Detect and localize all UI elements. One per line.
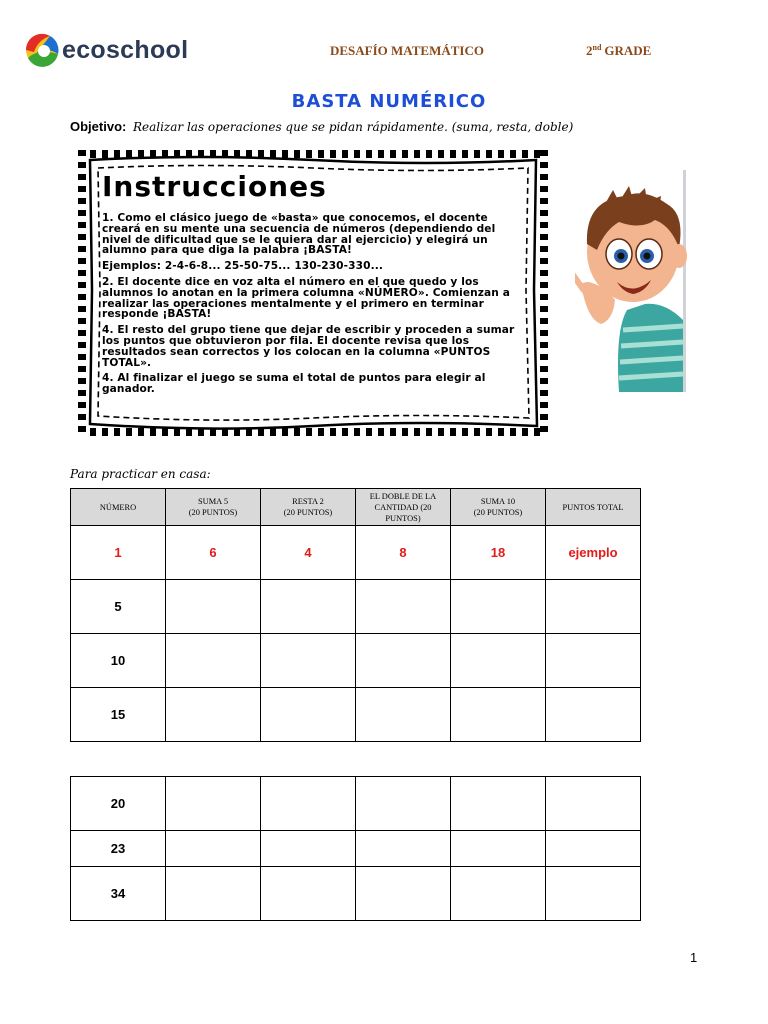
- header-suma-5-text: SUMA 5 (20 PUNTOS): [188, 497, 238, 517]
- answer-cell[interactable]: [451, 777, 546, 831]
- table-row: [71, 831, 641, 867]
- page-title: BASTA NUMÉRICO: [291, 91, 487, 112]
- answer-cell[interactable]: [261, 580, 356, 634]
- answer-cell[interactable]: [261, 688, 356, 742]
- answer-cell[interactable]: [451, 831, 546, 867]
- basta-table: [70, 488, 641, 742]
- row-number-cell: 23: [71, 831, 166, 867]
- row-number-cell: 20: [71, 777, 166, 831]
- basta-table-continued: [70, 776, 641, 921]
- row-number-cell: 15: [71, 688, 166, 742]
- answer-cell[interactable]: [166, 634, 261, 688]
- row-number-cell: 10: [71, 634, 166, 688]
- header-suma-5: [166, 489, 261, 526]
- header-resta-2: [261, 489, 356, 526]
- header-suma-10-text: SUMA 10 (20 PUNTOS): [473, 497, 523, 517]
- example-cell-doble: 8: [356, 526, 451, 580]
- instruction-examples: Ejemplos: 2-4-6-8... 25-50-75... 130-230-330...: [102, 260, 383, 273]
- cartoon-boy-illustration: [575, 170, 687, 392]
- answer-cell[interactable]: [166, 688, 261, 742]
- ecoschool-logo: [24, 30, 204, 70]
- example-row: [71, 526, 641, 580]
- example-cell-puntos-total: ejemplo: [546, 526, 641, 580]
- grade-header: [586, 43, 651, 59]
- grade-label: GRADE: [604, 43, 652, 58]
- answer-cell[interactable]: [546, 867, 641, 921]
- answer-cell[interactable]: [451, 867, 546, 921]
- example-cell-numero: 1: [71, 526, 166, 580]
- instruction-item: 4. El resto del grupo tiene que dejar de escribir y proceden a sumar los puntos que obtuvieron por fila. El docente revisa que los resultados sean correctos y los colocan en la columna «PUNTOS TOTAL».: [102, 324, 515, 369]
- header-doble: EL DOBLE DE LA CANTIDAD (20 PUNTOS): [356, 489, 451, 526]
- answer-cell[interactable]: [166, 831, 261, 867]
- instructions-content: [92, 162, 534, 424]
- answer-cell[interactable]: [356, 634, 451, 688]
- answer-cell[interactable]: [261, 777, 356, 831]
- answer-cell[interactable]: [261, 867, 356, 921]
- subject-header: DESAFÍO MATEMÁTICO: [330, 43, 484, 58]
- table-row: [71, 777, 641, 831]
- answer-cell[interactable]: [451, 580, 546, 634]
- answer-cell[interactable]: [261, 831, 356, 867]
- table-row: [71, 634, 641, 688]
- header-suma-10: [451, 489, 546, 526]
- answer-cell[interactable]: [546, 688, 641, 742]
- example-cell-resta-2: 4: [261, 526, 356, 580]
- example-cell-suma-10: 18: [451, 526, 546, 580]
- header-resta-2-text: RESTA 2 (20 PUNTOS): [283, 497, 333, 517]
- answer-cell[interactable]: [546, 634, 641, 688]
- objective-line: [70, 119, 573, 134]
- answer-cell[interactable]: [546, 580, 641, 634]
- instructions-heading: Instrucciones: [102, 170, 327, 203]
- practice-label: Para practicar en casa:: [70, 467, 211, 481]
- answer-cell[interactable]: [166, 867, 261, 921]
- header-numero: NÚMERO: [71, 489, 166, 526]
- table-row: [71, 688, 641, 742]
- answer-cell[interactable]: [356, 580, 451, 634]
- answer-cell[interactable]: [546, 777, 641, 831]
- row-number-cell: 5: [71, 580, 166, 634]
- instruction-item: 1. Como el clásico juego de «basta» que conocemos, el docente creará en su mente una secuencia de números (dependiendo del nivel de dificultad que se le quiera dar al ejercicio) y elegirá un alumno para que diga la palabra ¡BASTA!: [102, 212, 496, 257]
- objective-label: Objetivo:: [70, 119, 127, 134]
- header-puntos-total: PUNTOS TOTAL: [546, 489, 641, 526]
- answer-cell[interactable]: [356, 867, 451, 921]
- grade-number: 2: [586, 43, 593, 58]
- page-number: 1: [690, 950, 698, 965]
- answer-cell[interactable]: [166, 580, 261, 634]
- table-header-row: [71, 489, 641, 526]
- instruction-item: 4. Al finalizar el juego se suma el total de puntos para elegir al ganador.: [102, 372, 486, 396]
- answer-cell[interactable]: [166, 777, 261, 831]
- logo-text: ecoschool: [62, 35, 189, 64]
- answer-cell[interactable]: [546, 831, 641, 867]
- row-number-cell: 34: [71, 867, 166, 921]
- example-cell-suma-5: 6: [166, 526, 261, 580]
- answer-cell[interactable]: [451, 688, 546, 742]
- answer-cell[interactable]: [356, 777, 451, 831]
- grade-suffix: nd: [592, 43, 602, 52]
- instruction-item: 2. El docente dice en voz alta el número en el que quedo y los alumnos lo anotan en la primera columna «NÚMERO». Comienzan a realizar las operaciones mentalmente y el primero en terminar responde ¡BASTA!: [102, 275, 510, 321]
- answer-cell[interactable]: [356, 831, 451, 867]
- globe-logo-icon: [24, 32, 60, 68]
- table-row: [71, 867, 641, 921]
- table-row: [71, 580, 641, 634]
- objective-text: Realizar las operaciones que se pidan rápidamente. (suma, resta, doble): [132, 120, 574, 134]
- answer-cell[interactable]: [356, 688, 451, 742]
- answer-cell[interactable]: [451, 634, 546, 688]
- answer-cell[interactable]: [261, 634, 356, 688]
- instructions-card: [78, 150, 548, 436]
